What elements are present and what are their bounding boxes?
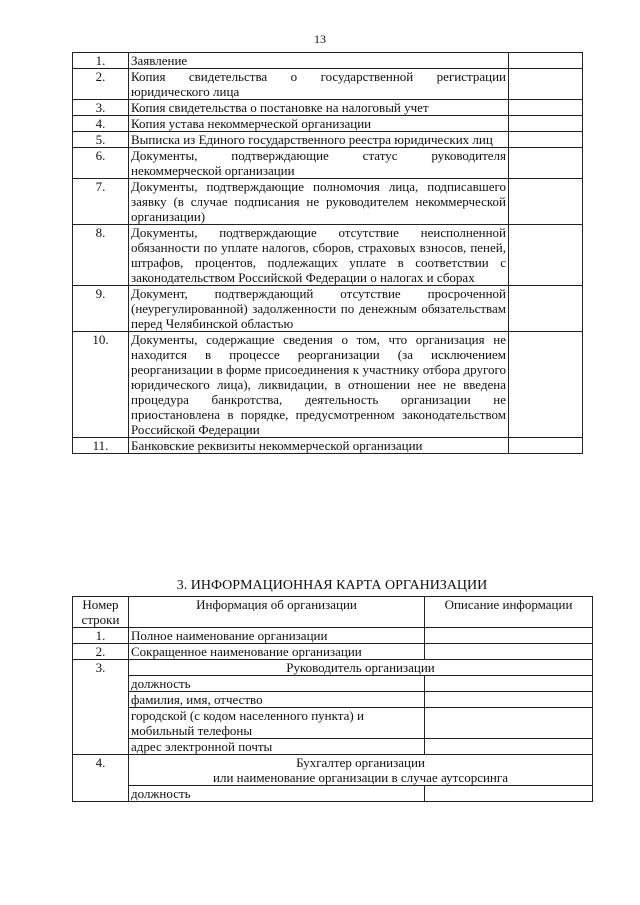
description-cell[interactable] — [425, 786, 593, 802]
row-number: 6. — [73, 148, 129, 179]
info-label: Полное наименование организации — [129, 628, 425, 644]
description-cell[interactable] — [425, 676, 593, 692]
description-cell[interactable] — [425, 739, 593, 755]
table-row — [73, 786, 593, 802]
info-label: должность — [129, 676, 425, 692]
info-label: городской (с кодом населенного пункта) и мобильный телефоны — [129, 708, 425, 739]
document-name: Документы, подтверждающие полномочия лица, подписавшего заявку (в случае подписания не руководителем некоммерческой организации) — [129, 179, 509, 225]
group-title — [129, 755, 593, 786]
empty-cell — [509, 332, 583, 438]
document-name: Документы, содержащие сведения о том, что организация не находится в процессе реорганизации (за исключением реорганизации в форме присоединения к участнику отбора другого юридического лица), ликвидации, в отношении нее не введена процедура банкротства, деятельность организации не приостановлена в порядке, предусмотренном законодательством Российской Федерации — [129, 332, 509, 438]
table-row — [73, 332, 583, 438]
document-name: Банковские реквизиты некоммерческой организации — [129, 438, 509, 454]
table-row — [73, 286, 583, 332]
header-row-number: Номер строки — [73, 597, 129, 628]
empty-cell — [509, 100, 583, 116]
table-row — [73, 69, 583, 100]
row-number: 3. — [73, 660, 129, 755]
table-row — [73, 438, 583, 454]
info-label: Сокращенное наименование организации — [129, 644, 425, 660]
row-number: 11. — [73, 438, 129, 454]
table-row — [73, 148, 583, 179]
description-cell[interactable] — [425, 692, 593, 708]
document-name: Выписка из Единого государственного реестра юридических лиц — [129, 132, 509, 148]
table-row — [73, 53, 583, 69]
info-card-table — [72, 596, 593, 802]
table-header-row — [73, 597, 593, 628]
empty-cell — [509, 116, 583, 132]
table-row — [73, 225, 583, 286]
empty-cell — [509, 148, 583, 179]
row-number: 2. — [73, 69, 129, 100]
description-cell[interactable] — [425, 708, 593, 739]
row-number: 10. — [73, 332, 129, 438]
table-row — [73, 179, 583, 225]
document-name: Копия свидетельства о государственной регистрации юридического лица — [129, 69, 509, 100]
table-row — [73, 132, 583, 148]
documents-table — [72, 52, 583, 454]
info-label: должность — [129, 786, 425, 802]
empty-cell — [509, 225, 583, 286]
table-row — [73, 708, 593, 739]
table-row — [73, 739, 593, 755]
empty-cell — [509, 69, 583, 100]
document-name: Документы, подтверждающие статус руководителя некоммерческой организации — [129, 148, 509, 179]
header-info: Информация об организации — [129, 597, 425, 628]
empty-cell — [509, 286, 583, 332]
empty-cell — [509, 132, 583, 148]
table-row — [73, 660, 593, 676]
row-number: 3. — [73, 100, 129, 116]
page-number: 13 — [314, 32, 326, 46]
row-number: 1. — [73, 53, 129, 69]
table-row — [73, 644, 593, 660]
table-row — [73, 116, 583, 132]
group-title-line1: Бухгалтер организации — [296, 755, 425, 770]
table-row — [73, 676, 593, 692]
group-title: Руководитель организации — [129, 660, 593, 676]
table-row — [73, 755, 593, 786]
description-cell[interactable] — [425, 644, 593, 660]
description-cell[interactable] — [425, 628, 593, 644]
document-name: Заявление — [129, 53, 509, 69]
table-row — [73, 628, 593, 644]
table-row — [73, 692, 593, 708]
row-number: 2. — [73, 644, 129, 660]
row-number: 1. — [73, 628, 129, 644]
empty-cell — [509, 179, 583, 225]
group-title-line2: или наименование организации в случае аутсорсинга — [213, 770, 508, 785]
row-number: 8. — [73, 225, 129, 286]
row-number: 4. — [73, 755, 129, 802]
info-label: фамилия, имя, отчество — [129, 692, 425, 708]
document-name: Копия свидетельства о постановке на налоговый учет — [129, 100, 509, 116]
document-name: Документы, подтверждающие отсутствие неисполненной обязанности по уплате налогов, сборов, страховых взносов, пеней, штрафов, процентов, подлежащих уплате в соответствии с законодательством Российской Федерации о налогах и сборах — [129, 225, 509, 286]
row-number: 7. — [73, 179, 129, 225]
row-number: 5. — [73, 132, 129, 148]
row-number: 9. — [73, 286, 129, 332]
document-name: Копия устава некоммерческой организации — [129, 116, 509, 132]
row-number: 4. — [73, 116, 129, 132]
empty-cell — [509, 438, 583, 454]
document-name: Документ, подтверждающий отсутствие просроченной (неурегулированной) задолженности по денежным обязательствам перед Челябинской областью — [129, 286, 509, 332]
empty-cell — [509, 53, 583, 69]
table-row — [73, 100, 583, 116]
header-description: Описание информации — [425, 597, 593, 628]
section-title: 3. ИНФОРМАЦИОННАЯ КАРТА ОРГАНИЗАЦИИ — [176, 578, 488, 593]
info-label: адрес электронной почты — [129, 739, 425, 755]
